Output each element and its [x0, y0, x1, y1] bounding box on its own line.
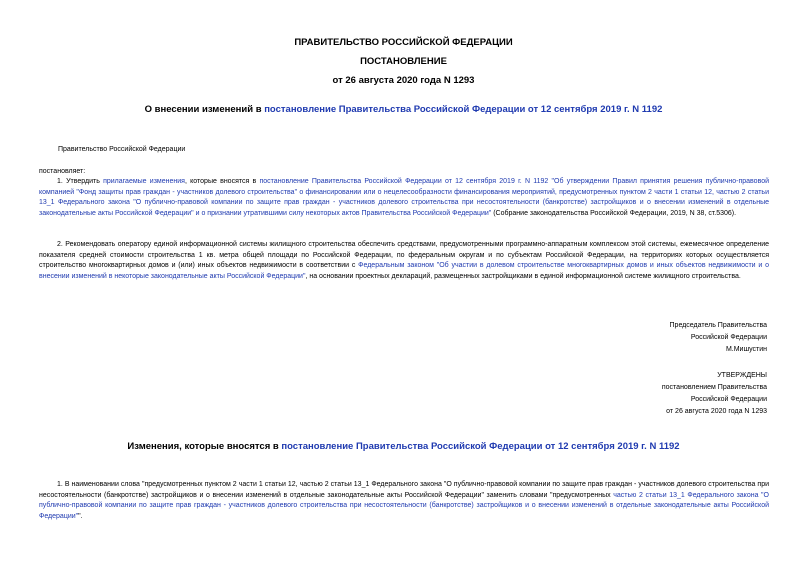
title-prefix: О внесении изменений в: [144, 104, 265, 115]
p1-link-changes[interactable]: прилагаемые изменения: [103, 178, 185, 185]
approved-line4: от 26 августа 2020 года N 1293: [666, 408, 767, 415]
c1-text-1: 1. В наименовании слова "предусмотренных пунктом 2 части 1 статьи 12, частью 2 статьи 13_1 Федерального закона "О публично-правовой компании по защите прав граждан - участников долевого строительства при несостоятельности (банкротстве) застройщиков и о внесении изменений в отдельные законодательные акты Российской Федерации" заменить словами "предусмотренных: [39, 481, 769, 499]
c1-text-2: ".: [78, 512, 83, 520]
p1-text-2: , которые вносятся в: [184, 178, 260, 185]
paragraph-1: [39, 177, 769, 219]
document-title: [0, 104, 807, 115]
org-heading: ПРАВИТЕЛЬСТВО РОССИЙСКОЙ ФЕДЕРАЦИИ: [294, 37, 513, 48]
approved-line1: УТВЕРЖДЕНЫ: [717, 372, 767, 379]
changes-title-link[interactable]: постановление Правительства Российской Федерации от 12 сентября 2019 г. N 1192: [281, 441, 680, 452]
preamble-line1: Правительство Российской Федерации: [58, 146, 186, 153]
approved-line2: постановлением Правительства: [661, 384, 767, 391]
signature-line2: Российской Федерации: [690, 334, 767, 342]
changes-title: [0, 441, 807, 452]
approved-block: [662, 370, 767, 418]
approved-line3: Российской Федерации: [690, 396, 767, 403]
p2-text-2: , на основании проектных деклараций, размещенных застройщиками в единой информационной системе жилищного строительства.: [305, 272, 741, 280]
p1-text-3: (Собрание законодательства Российской Федерации, 2019, N 38, ст.5306).: [491, 209, 737, 217]
c1-link-law-part[interactable]: частью 2 статьи 13_1 Федерального закона "О публично-правовой компании по защите прав граждан - участников долевого строительства при несостоятельности (банкротстве) застройщиков и о внесении изменений в отдельные законодательные акты Российской Федерации": [39, 491, 769, 520]
signature-block: [670, 320, 767, 357]
date-number-heading: от 26 августа 2020 года N 1293: [332, 75, 475, 86]
doc-type-heading: ПОСТАНОВЛЕНИЕ: [360, 56, 447, 67]
p1-link-resolution[interactable]: постановление Правительства Российской Федерации от 12 сентября 2019 г. N 1192 "Об утверждении Правил принятия решения публично-правовой компанией "Фонд защиты прав граждан - участников долевого строительства" о финансировании или о нецелесообразности финансирования мероприятий, предусмотренных пунктом 2 части 1 статьи 12, частью 2 статьи 13_1 Федерального закона "О публично-правовой компании по защите прав граждан - участников долевого строительства при несостоятельности (банкротстве) застройщиков и о внесении изменений в отдельные законодательные акты Российской Федерации" и о признании утратившими силу некоторых актов Правительства Российской Федерации": [39, 178, 770, 217]
signature-line3: М.Мишустин: [725, 346, 767, 354]
p2-text-1: 2. Рекомендовать оператору единой информационной системы жилищного строительства обеспечить средствами, предусмотренными программно-аппаратным комплексом этой системы, ежемесячное определение показателя средней стоимости строительства 1 кв. метра общей площади по Российской Федерации, по федеральным округам и по субъектам Российской Федерации, на территориях которых осуществляется строительство многоквартирных домов и (или) иных объектов недвижимости в соответствии с: [39, 241, 769, 270]
title-link[interactable]: постановление Правительства Российской Федерации от 12 сентября 2019 г. N 1192: [264, 104, 663, 115]
p2-link-federal-law[interactable]: Федеральным законом "Об участии в долевом строительстве многоквартирных домов и иных объектов недвижимости и о внесении изменений в некоторые законодательные акты Российской Федерации": [39, 262, 769, 280]
signature-line1: Председатель Правительства: [669, 322, 767, 329]
paragraph-2: [39, 240, 769, 282]
changes-title-prefix: Изменения, которые вносятся в: [127, 441, 282, 452]
p1-text-1: 1. Утвердить: [57, 178, 104, 185]
change-item-1: [39, 480, 769, 522]
preamble-line2: постановляет:: [39, 168, 86, 175]
